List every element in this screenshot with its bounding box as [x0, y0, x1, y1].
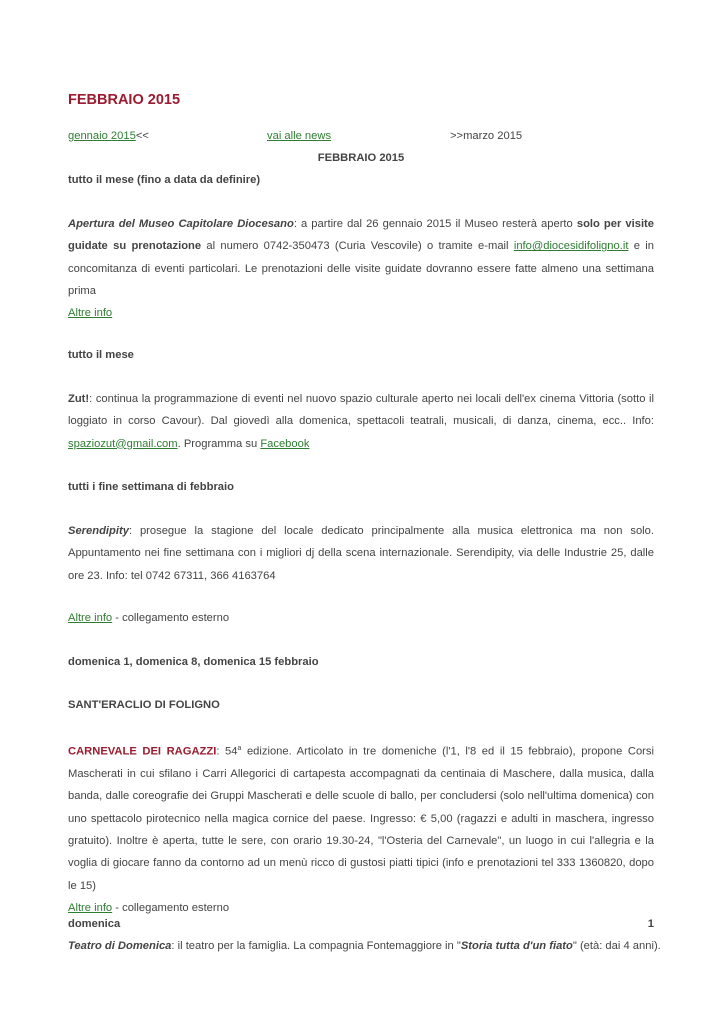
prev-month: [68, 130, 149, 142]
museum-email-link[interactable]: info@diocesidifoligno.it: [513, 240, 629, 253]
month-navigation: [68, 130, 654, 146]
prev-month-link[interactable]: gennaio 2015: [68, 130, 136, 142]
zut-paragraph: Zut!: continua la programmazione di eventi nel nuovo spazio culturale aperto nei locali dell'ex cinema Vittoria (sotto il loggiato in corso Cavour). Dal giovedì alla domenica, spettacoli teatrali, musicali, di danza, cinema, ecc.. Info: spaziozut@gmail.com. Programma su Facebook: [68, 393, 654, 450]
facebook-link[interactable]: Facebook: [260, 437, 310, 450]
serendipity-paragraph: Serendipity: prosegue la stagione del locale dedicato principalmente alla musica elettronica ma non solo. Appuntamento nei fine settimana con i migliori dj della scena internazionale. Serendipity, via delle Industrie 25, dalle ore 23. Info: tel 0742 67311, 366 4163764: [68, 525, 654, 582]
section-date: domenica 1: [68, 918, 654, 930]
page-title: FEBBRAIO 2015: [68, 92, 181, 108]
section-date: domenica 1, domenica 8, domenica 15 febbraio: [68, 656, 319, 668]
event-title: Apertura del Museo Capitolare Diocesano: [68, 218, 294, 230]
show-title: Storia tutta d'un fiato: [460, 940, 573, 952]
section-date: tutto il mese (fino a data da definire): [68, 174, 261, 186]
event-title: Teatro di Domenica: [68, 940, 172, 952]
event-title: Zut!: [68, 393, 90, 405]
prev-suffix: <<: [135, 130, 149, 142]
month-heading: FEBBRAIO 2015: [317, 152, 405, 164]
more-info-line: Altre info - collegamento esterno: [68, 612, 230, 624]
more-info-link[interactable]: Altre info: [68, 307, 113, 320]
teatro-paragraph: Teatro di Domenica: il teatro per la famiglia. La compagnia Fontemaggiore in "Storia tutta d'un fiato" (età: dai 4 anni).: [68, 940, 661, 952]
more-info-link[interactable]: Altre info: [68, 612, 113, 624]
museum-paragraph: Apertura del Museo Capitolare Diocesano: a partire dal 26 gennaio 2015 il Museo resterà aperto solo per visite guidate su prenotazione al numero 0742-350473 (Curia Vescovile) o tramite e-mail info@diocesidifoligno.it e in concomitanza di eventi particolari. Le prenotazioni delle visite guidate dovranno essere fatte almeno una settimana prima Altre info: [68, 218, 655, 320]
news-link[interactable]: vai alle news: [267, 130, 332, 142]
carnevale-paragraph: CARNEVALE DEI RAGAZZI: 54$^a$ edizione. Articolato in tre domeniche (l'1, l'8 ed il 15 febbraio), propone Corsi Mascherati in cui sfilano i Carri Allegorici di cartapesta accompagnati da centinaia di Maschere, dalla musica, dalla banda, dalle coreografie dei Gruppi Mascherati e delle scuole di ballo, per concludersi (solo nell'ultima domenica) con uno spettacolo pirotecnico nella magica cornice del paese. Ingresso: € 5,00 (ragazzi e adulti in maschera, ingresso gratuito). Inoltre è aperta, tutte le sere, con orario 19.30-24, "l'Osteria del Carnevale", un luogo in cui l'allegria e la voglia di giocare fanno da contorno ad un menù ricco di gustosi piatti tipici (info e prenotazioni tel 333 1360820, dopo le 15) Altre info - collegamento esterno: [68, 745, 654, 914]
section-date: tutti i fine settimana di febbraio: [68, 481, 234, 493]
event-title: Serendipity: [68, 525, 129, 537]
zut-email-link[interactable]: spaziozut@gmail.com: [68, 437, 178, 450]
more-info-link[interactable]: Altre info: [68, 901, 113, 914]
place-name: SANT'ERACLIO DI FOLIGNO: [68, 699, 220, 711]
event-title: CARNEVALE DEI RAGAZZI: [68, 745, 217, 758]
section-date: tutto il mese: [68, 349, 134, 361]
next-month-text: >>marzo 2015: [450, 130, 523, 142]
